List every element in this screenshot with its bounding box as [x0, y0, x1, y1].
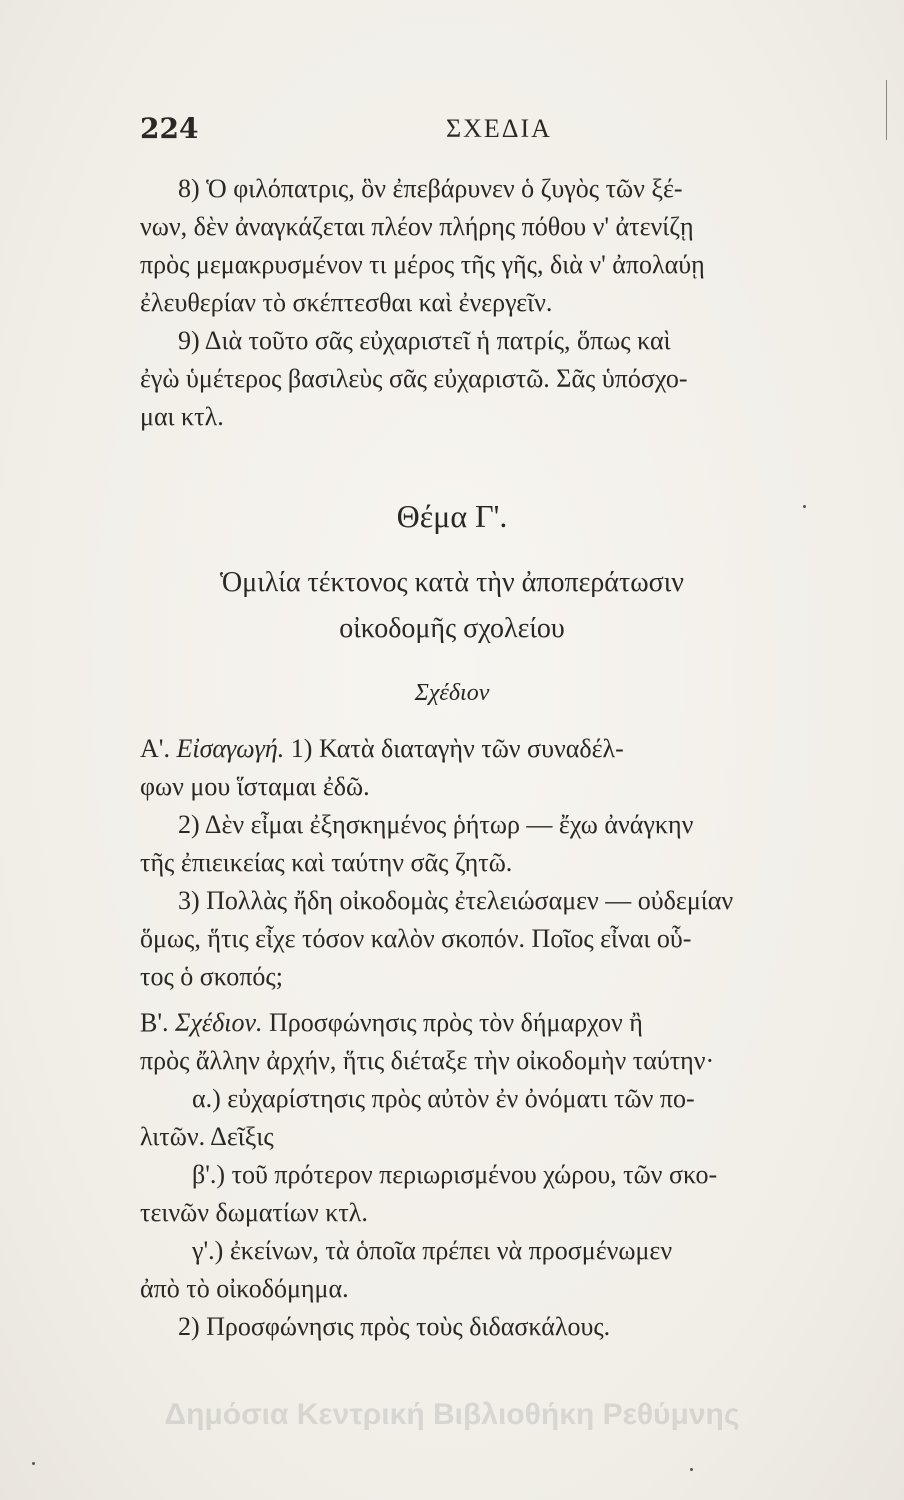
outline-line-a — [140, 730, 856, 768]
section-title-line: Ὁμιλία τέκτονος κατὰ τὴν ἀποπεράτωσιν — [220, 567, 684, 598]
speck-mark — [32, 1462, 35, 1465]
outline-line: 2) Δὲν εἶμαι ἐξησκημένος ῥήτωρ — ἔχω ἀνάγκην — [178, 810, 694, 839]
top-paragraphs — [140, 170, 856, 436]
page-number: 224 — [140, 112, 199, 145]
page-header — [140, 112, 840, 152]
outline-line-b — [140, 1004, 856, 1042]
outline-line: λιτῶν. Δεῖξις — [140, 1122, 274, 1151]
section-title — [0, 560, 904, 652]
outline-text — [140, 730, 856, 1346]
outline-line: 3) Πολλὰς ἤδη οἰκοδομὰς ἐτελειώσαμεν — οὐδεμίαν — [178, 886, 734, 915]
text-line: 9) Διὰ τοῦτο σᾶς εὐχαριστεῖ ἡ πατρίς, ὅπως καὶ — [178, 326, 671, 355]
outline-label: Β'. — [140, 1008, 169, 1037]
outline-line: τεινῶν δωματίων κτλ. — [140, 1198, 368, 1227]
outline-line: α.) εὐχαρίστησις πρὸς αὐτὸν ἐν ὀνόματι τῶν πο- — [192, 1084, 695, 1113]
text-line: ἐγὼ ὑμέτερος βασιλεὺς σᾶς εὐχαριστῶ. Σᾶς ὑπόσχο- — [140, 364, 688, 393]
outline-line: γ'.) ἐκείνων, τὰ ὁποῖα πρέπει νὰ προσμένωμεν — [192, 1236, 673, 1265]
section-title-line: οἰκοδομῆς σχολείου — [339, 613, 565, 644]
text-line: ἐλευθερίαν τὸ σκέπτεσθαι καὶ ἐνεργεῖν. — [140, 288, 553, 317]
speck-mark — [690, 1468, 693, 1471]
library-watermark: Δημόσια Κεντρική Βιβλιοθήκη Ρεθύμνης — [164, 1398, 740, 1431]
page-edge-mark — [886, 80, 887, 140]
speck-mark — [803, 505, 806, 508]
outline-line-rest: Προσφώνησις πρὸς τὸν δήμαρχον ἢ — [269, 1008, 643, 1037]
outline-line: 2) Προσφώνησις πρὸς τοὺς διδασκάλους. — [178, 1312, 611, 1341]
text-line: νων, δὲν ἀναγκάζεται πλέον πλήρης πόθου ν' ἀτενίζῃ — [140, 212, 694, 241]
text-line: 8) Ὁ φιλόπατρις, ὃν ἐπεβάρυνεν ὁ ζυγὸς τῶν ξέ- — [178, 174, 683, 203]
section-theme-heading: Θέμα Γ'. — [396, 498, 508, 534]
outline-line-rest: 1) Κατὰ διαταγὴν τῶν συναδέλ- — [290, 734, 624, 763]
text-line: πρὸς μεμακρυσμένον τι μέρος τῆς γῆς, διὰ ν' ἀπολαύῃ — [140, 250, 705, 279]
outline-italic-term: Σχέδιον. — [175, 1008, 263, 1037]
running-title: ΣΧΕΔΙΑ — [446, 114, 552, 143]
outline-line: β'.) τοῦ πρότερον περιωρισμένου χώρου, τῶν σκο- — [192, 1160, 718, 1189]
outline-line: ἀπὸ τὸ οἰκοδόμημα. — [140, 1274, 349, 1303]
outline-line: φων μου ἵσταμαι ἐδῶ. — [140, 772, 370, 801]
outline-line: τῆς ἐπιεικείας καὶ ταύτην σᾶς ζητῶ. — [140, 848, 513, 877]
outline-italic-term: Εἰσαγωγή. — [176, 734, 285, 763]
outline-label: Α'. — [140, 734, 170, 763]
section-subheading: Σχέδιον — [414, 680, 490, 706]
text-line: μαι κτλ. — [140, 402, 224, 431]
outline-line: πρὸς ἄλλην ἀρχήν, ἥτις διέταξε τὴν οἰκοδομὴν ταύτην· — [140, 1046, 715, 1075]
outline-line: τος ὁ σκοπός; — [140, 962, 283, 991]
outline-line: ὅμως, ἥτις εἶχε τόσον καλὸν σκοπόν. Ποῖος εἶναι οὗ- — [140, 924, 692, 953]
